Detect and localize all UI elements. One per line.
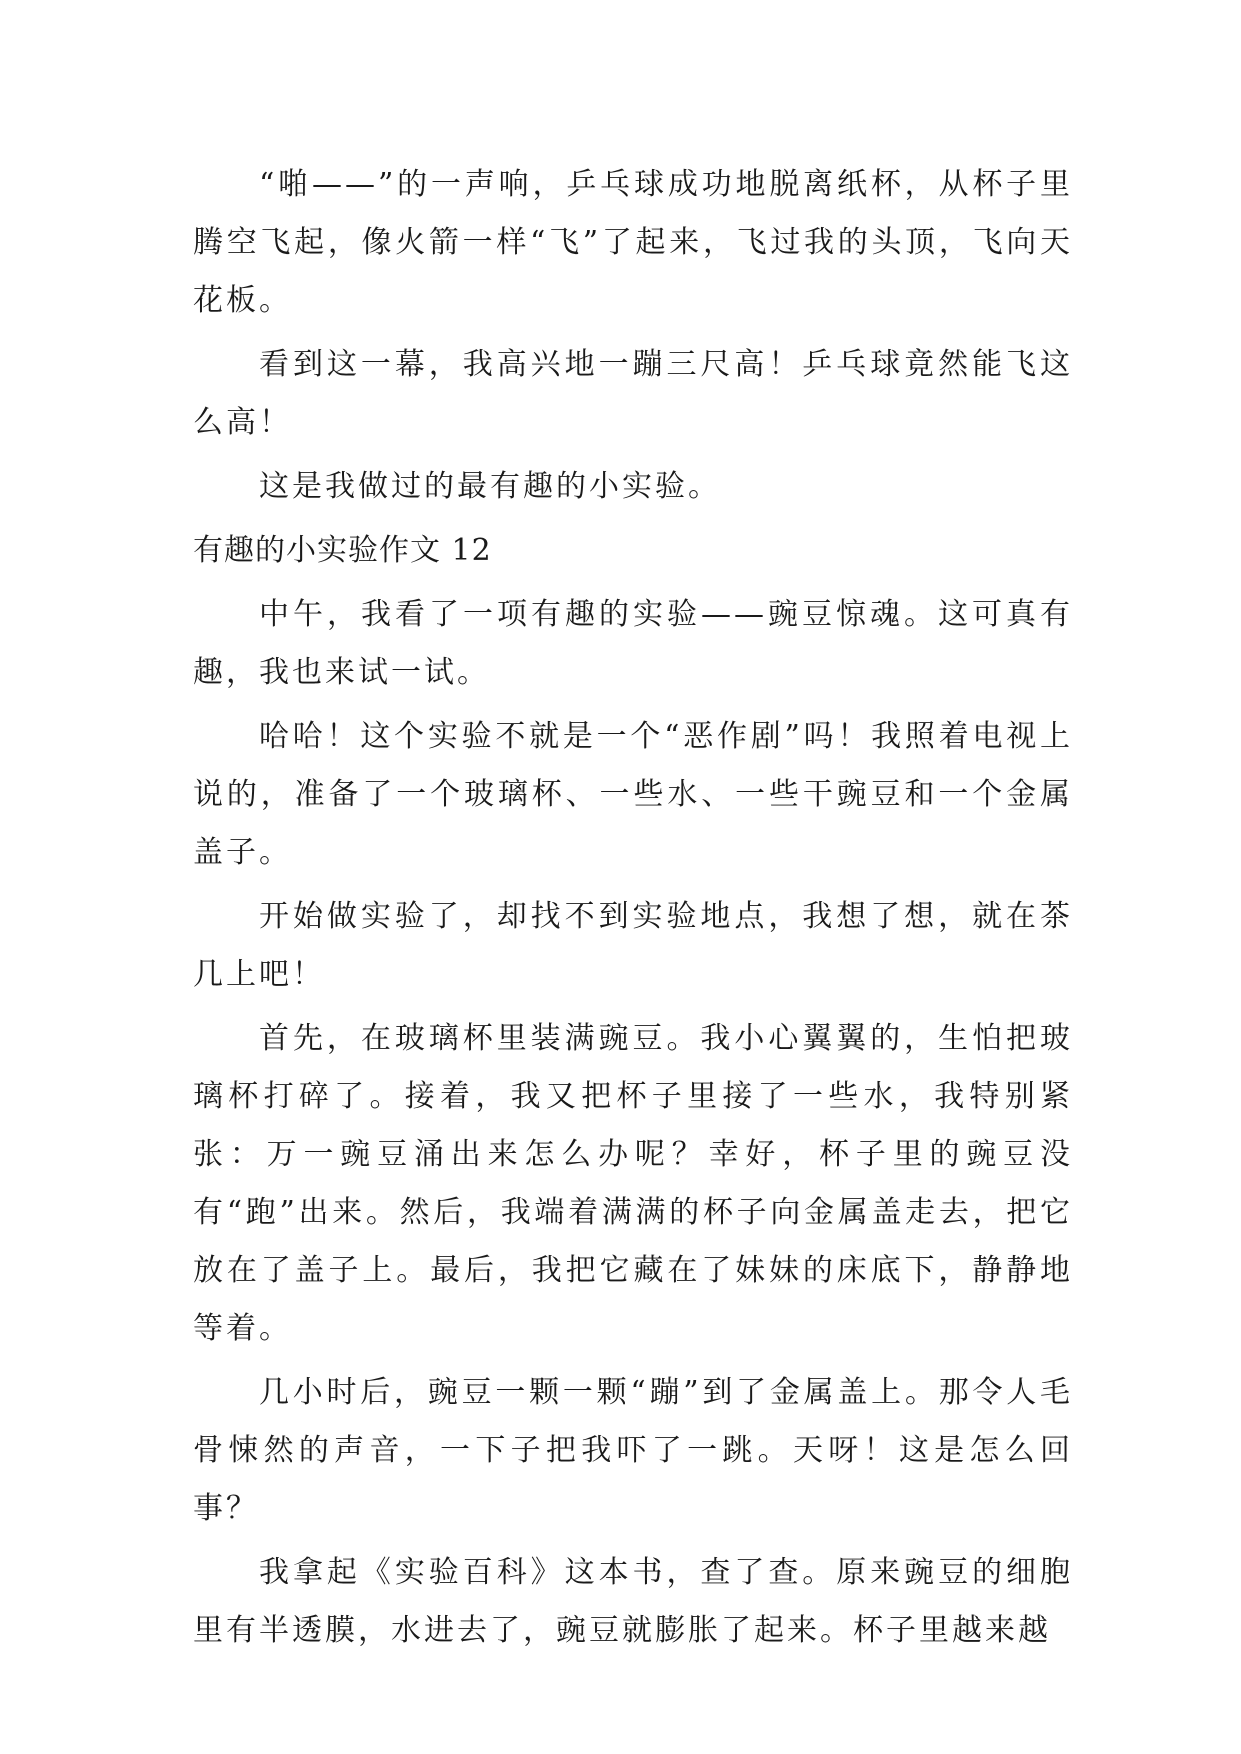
paragraph: 开始做实验了，却找不到实验地点，我想了想，就在茶几上吧！ [193, 899, 1073, 992]
section-heading: 有趣的小实验作文 12 [193, 533, 492, 568]
paragraph: 中午，我看了一项有趣的实验——豌豆惊魂。这可真有趣，我也来试一试。 [193, 597, 1073, 690]
paragraph: 首先，在玻璃杯里装满豌豆。我小心翼翼的，生怕把玻璃杯打碎了。接着，我又把杯子里接了一些水，我特别紧张：万一豌豆涌出来怎么办呢？幸好，杯子里的豌豆没有“跑”出来。然后，我端着满满的杯子向金属盖走去，把它放在了盖子上。最后，我把它藏在了妹妹的床底下，静静地等着。 [193, 1021, 1073, 1346]
paragraph: 这是我做过的最有趣的小实验。 [259, 469, 721, 504]
paragraph: 看到这一幕，我高兴地一蹦三尺高！乒乓球竟然能飞这么高！ [193, 347, 1073, 440]
document-body [193, 156, 1073, 1660]
paragraph: 哈哈！这个实验不就是一个“恶作剧”吗！我照着电视上说的，准备了一个玻璃杯、一些水、一些干豌豆和一个金属盖子。 [193, 719, 1073, 870]
paragraph: “啪——”的一声响，乒乓球成功地脱离纸杯，从杯子里腾空飞起，像火箭一样“飞”了起来，飞过我的头顶，飞向天花板。 [193, 167, 1073, 318]
paragraph: 我拿起《实验百科》这本书，查了查。原来豌豆的细胞里有半透膜，水进去了，豌豆就膨胀了起来。杯子里越来越 [193, 1555, 1073, 1648]
paragraph: 几小时后，豌豆一颗一颗“蹦”到了金属盖上。那令人毛骨悚然的声音，一下子把我吓了一跳。天呀！这是怎么回事？ [193, 1375, 1073, 1526]
